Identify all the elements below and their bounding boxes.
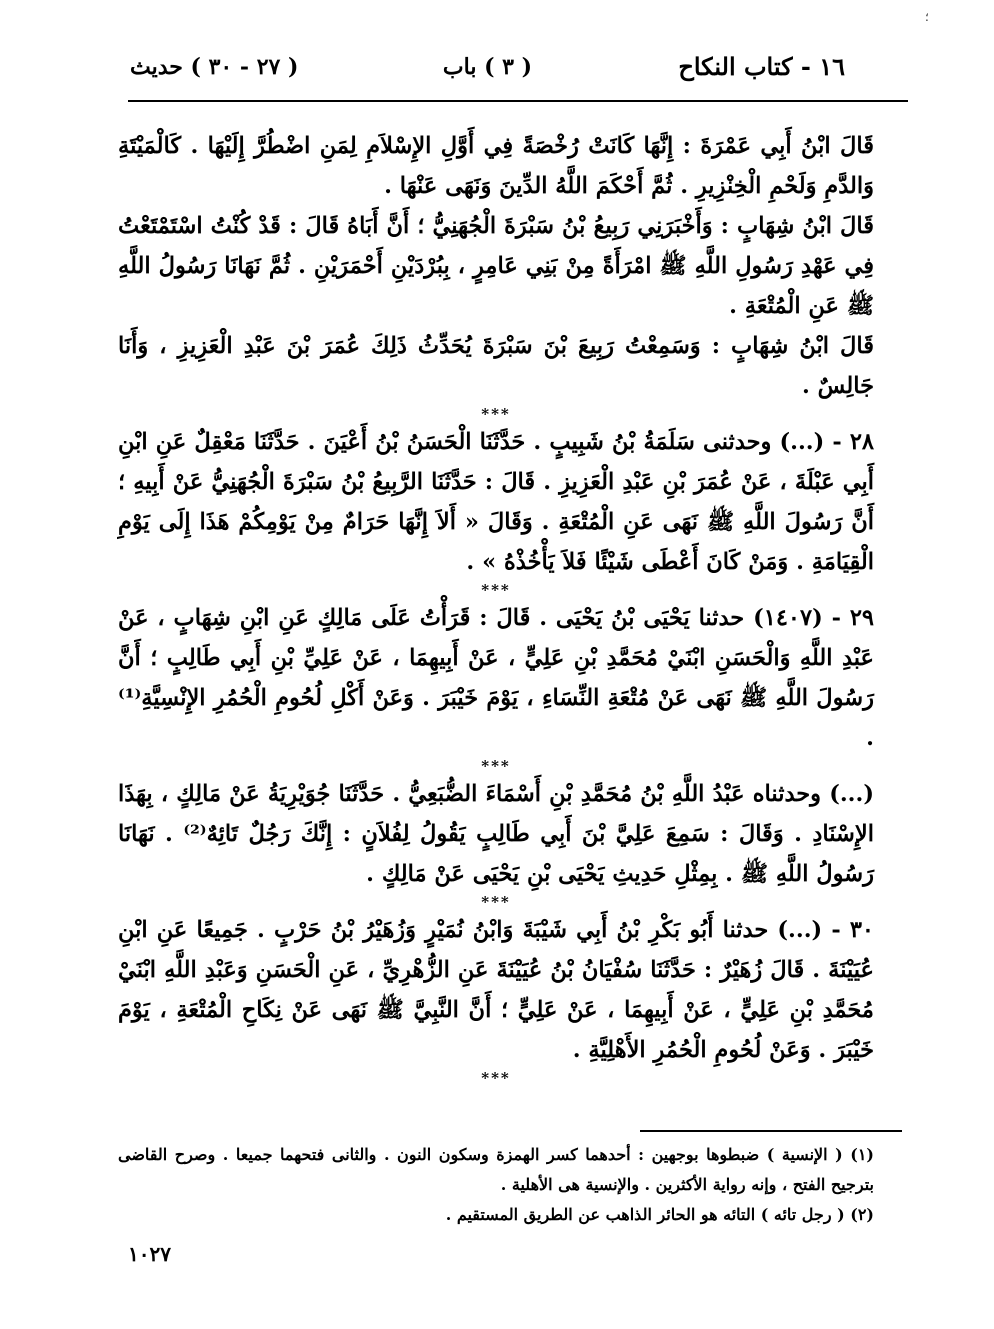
hadith-29-variant: (...) وحدثناه عَبْدُ اللَّهِ بْنُ مُحَمَّدِ بْنِ أَسْمَاءَ الضُّبَعِيُّ . حَدَّثَنَا جُوَيْرِيَةُ عَنْ مَالِكٍ ، بِهَذَا الإِسْنَادِ . وَقَالَ : سَمِعَ عَلِيَّ بْنَ أَبِي طَالِبٍ يَقُولُ لِفُلاَنٍ : إِنَّكَ رَجُلٌ تَائِهٌ⁽²⁾ . نَهَانَا رَسُولُ اللَّهِ ﷺ . بِمِثْلِ حَدِيثِ يَحْيَى بْنِ يَحْيَى عَنْ مَالِكٍ .: [118, 781, 874, 887]
footnotes: [118, 1140, 874, 1230]
page-number: ١٠٢٧: [128, 1242, 171, 1266]
section-separator: ***: [481, 757, 511, 775]
hadith-29: [118, 598, 874, 758]
hadith-text: (...) حدثنا أَبُو بَكْرِ بْنُ أَبِي شَيْبَةَ وَابْنُ نُمَيْرٍ وَزُهَيْرُ بْنُ حَرْبٍ . جَمِيعًا عَنِ ابْنِ عُيَيْنَةَ . قَالَ زُهَيْرٌ : حَدَّثَنَا سُفْيَانُ بْنُ عُيَيْنَةَ عَنِ الزُّهْرِيِّ ، عَنِ الْحَسَنِ وَعَبْدِ اللَّهِ ابْنَيْ مُحَمَّدِ بْنِ عَلِيٍّ ، عَنْ أَبِيهِمَا ، عَنْ عَلِيٍّ ؛ أَنَّ النَّبِيَّ ﷺ نَهَى عَنْ نِكَاحِ الْمُتْعَةِ ، يَوْمَ خَيْبَرَ . وَعَنْ لُحُومِ الْحُمُرِ الأَهْلِيَّةِ .: [118, 917, 874, 1063]
hadith-number: ٢٨ -: [832, 429, 875, 455]
hadith-number: ٣٠ -: [831, 917, 874, 943]
hadith-range: ( ٢٧ - ٣٠ ) حديث: [130, 54, 299, 80]
hadith-text: (١٤٠٧) حدثنا يَحْيَى بْنُ يَحْيَى . قَالَ : قَرَأْتُ عَلَى مَالِكٍ عَنِ ابْنِ شِهَابٍ ، عَنْ عَبْدِ اللَّهِ وَالْحَسَنِ ابْنَيْ مُحَمَّدِ بْنِ عَلِيٍّ ، عَنْ أَبِيهِمَا ، عَنْ عَلِيِّ بْنِ أَبِي طَالِبٍ ؛ أَنَّ رَسُولَ اللَّهِ ﷺ نَهَى عَنْ مُتْعَةِ النِّسَاءِ ، يَوْمَ خَيْبَرَ . وَعَنْ أَكْلِ لُحُومِ الْحُمُرِ الإِنْسِيَّةِ⁽¹⁾ .: [118, 605, 874, 751]
running-header: [130, 52, 845, 92]
footnote-rule: [640, 1130, 902, 1132]
footnote: (١) ( الإنسية ) ضبطوها بوجهين : أحدهما كسر الهمزة وسكون النون . والثانى فتحهما جميعا . وصرح القاضى بترجيح الفتح ، وإنه رواية الأكثرين . والإنسية هى الأهلية .: [118, 1145, 874, 1194]
chapter-label: ( ٣ ) باب: [442, 54, 533, 80]
hadith-30: [118, 910, 874, 1070]
section-separator: ***: [481, 1069, 511, 1087]
paragraph: قَالَ ابْنُ أَبِي عَمْرَةَ : إِنَّهَا كَانَتْ رُخْصَةً فِي أَوَّلِ الإِسْلاَمِ لِمَنِ اضْطُرَّ إِلَيْهَا . كَالْمَيْتَةِ وَالدَّمِ وَلَحْمِ الْخِنْزِيرِ . ثُمَّ أَحْكَمَ اللَّهُ الدِّينَ وَنَهَى عَنْهَا .: [118, 133, 874, 199]
paragraph: قَالَ ابْنُ شِهَابٍ : وَسَمِعْتُ رَبِيعَ بْنَ سَبْرَةَ يُحَدِّثُ ذَلِكَ عُمَرَ بْنَ عَبْدِ الْعَزِيزِ ، وَأَنَا جَالِسٌ .: [118, 333, 874, 399]
section-separator: ***: [481, 893, 511, 911]
section-separator: ***: [481, 581, 511, 599]
paragraph: قَالَ ابْنُ شِهَابٍ : وَأَخْبَرَنِي رَبِيعُ بْنُ سَبْرَةَ الْجُهَنِيُّ ؛ أَنَّ أَبَاهُ قَالَ : قَدْ كُنْتُ اسْتَمْتَعْتُ فِي عَهْدِ رَسُولِ اللَّهِ ﷺ امْرَأَةً مِنْ بَنِي عَامِرٍ ، بِبُرْدَيْنِ أَحْمَرَيْنِ . ثُمَّ نَهَانَا رَسُولُ اللَّهِ ﷺ عَنِ الْمُتْعَةِ .: [118, 213, 874, 319]
hadith-28: [118, 422, 874, 582]
hadith-text: (...) وحدثنى سَلَمَةُ بْنُ شَبِيبٍ . حَدَّثَنَا الْحَسَنُ بْنُ أَعْيَنَ . حَدَّثَنَا مَعْقِلٌ عَنِ ابْنِ أَبِي عَبْلَةَ ، عَنْ عُمَرَ بْنِ عَبْدِ الْعَزِيزِ . قَالَ : حَدَّثَنَا الرَّبِيعُ بْنُ سَبْرَةَ الْجُهَنِيُّ عَنْ أَبِيهِ ؛ أَنَّ رَسُولَ اللَّهِ ﷺ نَهَى عَنِ الْمُتْعَةِ . وَقَالَ « أَلاَ إِنَّهَا حَرَامٌ مِنْ يَوْمِكُمْ هَذَا إِلَى يَوْمِ الْقِيَامَةِ . وَمَنْ كَانَ أَعْطَى شَيْئًا فَلاَ يَأْخُذْهُ » .: [118, 429, 874, 575]
scan-mark: ؛: [925, 10, 929, 24]
footnote: (٢) ( رجل تائه ) التائه هو الحائر الذاهب عن الطريق المستقيم .: [445, 1205, 874, 1224]
section-separator: ***: [481, 405, 511, 423]
main-text: [118, 126, 874, 1086]
header-rule: [128, 100, 908, 102]
book-title: ١٦ - كتاب النكاح: [678, 52, 845, 81]
hadith-number: ٢٩ -: [831, 605, 874, 631]
